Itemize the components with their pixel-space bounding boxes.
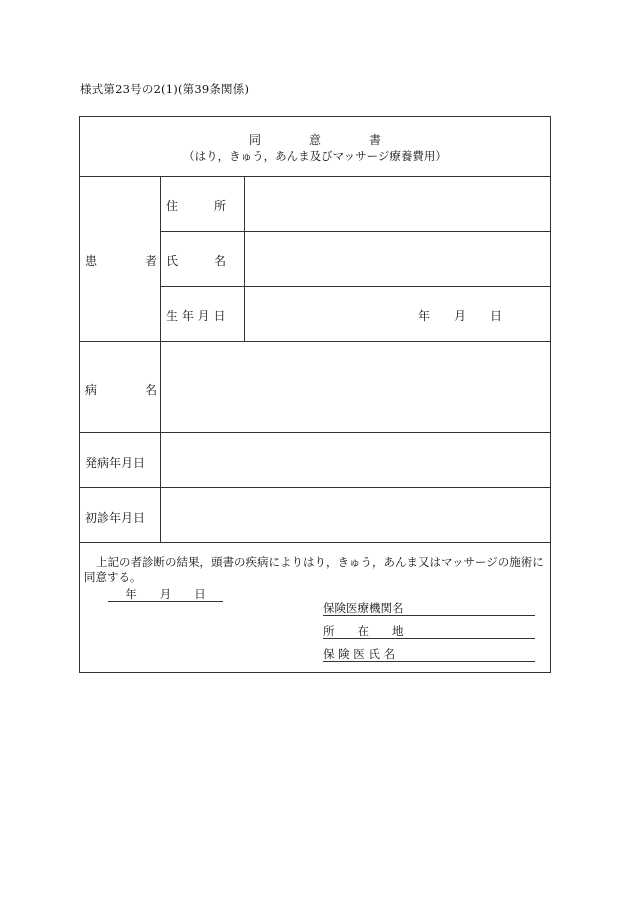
- form-title: 同 意 書: [248, 133, 381, 147]
- consent-statement: 上記の者診断の結果，頭書の疾病によりはり，きゅう，あんま又はマッサージの施術に同意する。: [84, 555, 544, 584]
- divider: [80, 542, 550, 543]
- onset-date-label: 発病年月日: [85, 456, 146, 470]
- birthdate-value: 年 月 日: [418, 309, 503, 323]
- patient-label: 患 者: [85, 254, 158, 268]
- first-exam-date-label: 初診年月日: [85, 511, 146, 525]
- divider: [80, 341, 550, 342]
- divider: [80, 487, 550, 488]
- divider: [244, 176, 245, 341]
- consent-date: 年 月 日: [108, 587, 223, 602]
- form-subtitle: （はり，きゅう，あんま及びマッサージ療養費用）: [183, 149, 447, 163]
- doctor-name-field: 保 険 医 氏 名: [323, 647, 535, 662]
- consent-form: [79, 116, 551, 673]
- divider: [160, 286, 550, 287]
- form-code: 様式第23号の2(1)(第39条関係): [80, 82, 250, 96]
- address-label: 住 所: [166, 199, 227, 213]
- name-label: 氏 名: [166, 254, 227, 268]
- disease-label: 病 名: [85, 383, 158, 397]
- birthdate-label: 生 年 月 日: [166, 309, 226, 323]
- divider: [160, 231, 550, 232]
- institution-name-field: 保険医療機関名: [323, 601, 535, 616]
- divider: [80, 176, 550, 177]
- divider: [160, 176, 161, 542]
- location-field: 所 在 地: [323, 624, 535, 639]
- divider: [80, 432, 550, 433]
